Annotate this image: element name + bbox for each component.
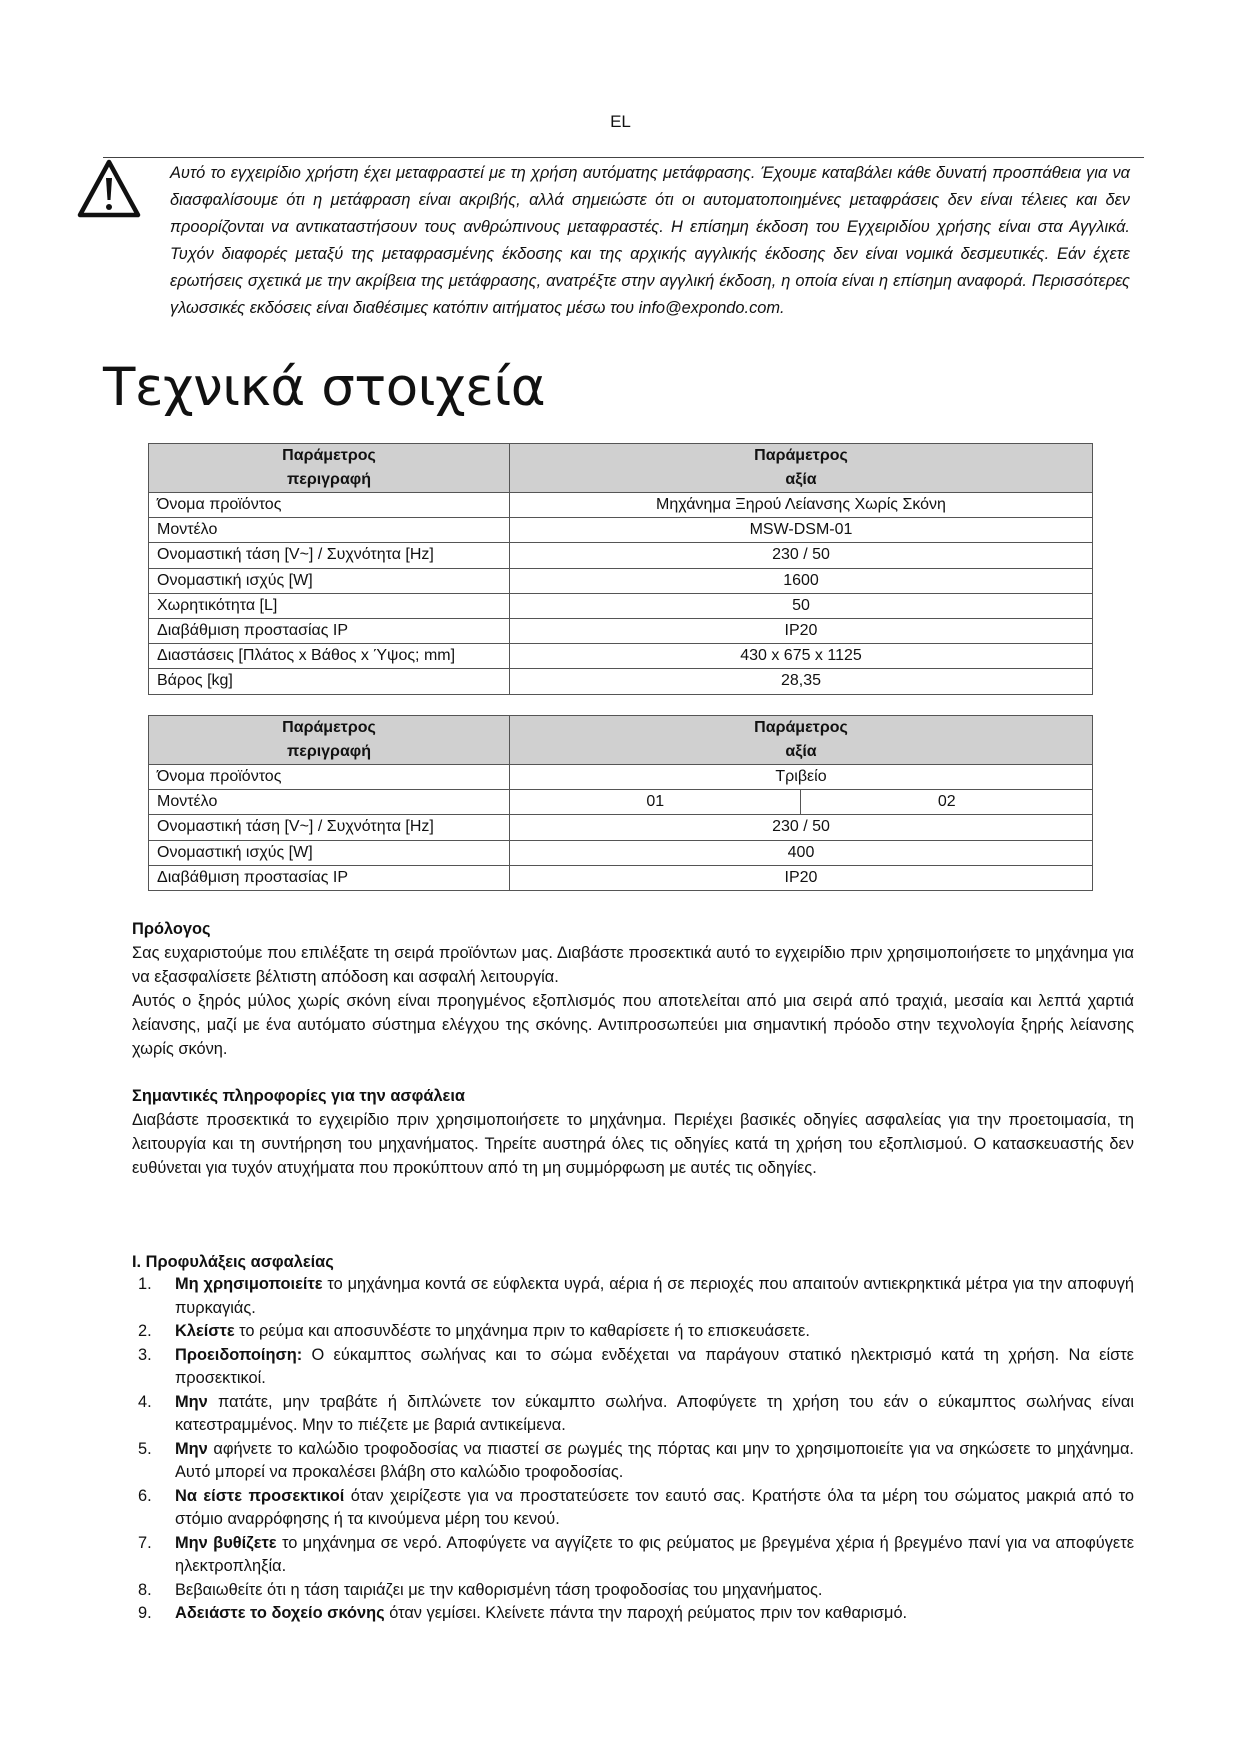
safety-info-section [132, 1084, 1134, 1180]
page-title: Τεχνικά στοιχεία [103, 357, 546, 418]
row-value: Τριβείο [510, 765, 1093, 790]
precautions-heading: I. Προφυλάξεις ασφαλείας [132, 1253, 334, 1271]
list-item: 3. Προειδοποίηση: Ο εύκαμπτος σωλήνας και το σώμα ενδέχεται να παράγουν στατικό ηλεκτρισμό κατά τη χρήση. Να είστε προσεκτικοί. [138, 1345, 1134, 1387]
prologue-heading: Πρόλογος [132, 920, 211, 938]
header-param-description: Παράμετρος περιγραφή [149, 716, 510, 765]
row-value-model-b: 02 [801, 790, 1093, 815]
table-row [149, 865, 1093, 890]
table-row [149, 518, 1093, 543]
header-rule [103, 157, 1144, 158]
prologue-section [132, 917, 1134, 1061]
row-value: 400 [510, 840, 1093, 865]
safety-info-heading: Σημαντικές πληροφορίες για την ασφάλεια [132, 1087, 465, 1105]
row-label: Όνομα προϊόντος [149, 493, 510, 518]
list-item: 2. Κλείστε το ρεύμα και αποσυνδέστε το μηχάνημα πριν το καθαρίσετε ή το επισκευάσετε. [138, 1322, 810, 1340]
row-value: 1600 [510, 568, 1093, 593]
list-item: 1. Μη χρησιμοποιείτε το μηχάνημα κοντά σε εύφλεκτα υγρά, αέρια ή σε περιοχές που απαιτούν αντιεκρηκτικά μέτρα για την αποφυγή πυρκαγιάς. [138, 1275, 1135, 1317]
safety-info-paragraph: Διαβάστε προσεκτικά το εγχειρίδιο πριν χρησιμοποιήσετε το μηχάνημα. Περιέχει βασικές οδηγίες ασφαλείας για την προετοιμασία, τη λειτουργία και τη συντήρηση του μηχανήματος. Τηρείτε αυστηρά όλες τις οδηγίες κατά τη χρήση του εξοπλισμού. Ο κατασκευαστής δεν ευθύνεται για τυχόν ατυχήματα που προκύπτουν από τη μη συμμόρφωση με αυτές τις οδηγίες. [132, 1111, 1134, 1177]
header-param-value: Παράμετρος αξία [510, 444, 1093, 493]
row-label: Μοντέλο [149, 790, 510, 815]
table-row [149, 568, 1093, 593]
row-label: Όνομα προϊόντος [149, 765, 510, 790]
row-value: IP20 [510, 618, 1093, 643]
table-header-row [149, 716, 1093, 765]
language-code: EL [610, 112, 631, 131]
list-item: 8. Βεβαιωθείτε ότι η τάση ταιριάζει με την καθορισμένη τάση τροφοδοσίας του μηχανήματος. [138, 1580, 823, 1599]
warning-triangle-icon [76, 158, 142, 220]
row-value: 28,35 [510, 669, 1093, 694]
row-value: MSW-DSM-01 [510, 518, 1093, 543]
row-label: Ονομαστική ισχύς [W] [149, 840, 510, 865]
table-row [149, 815, 1093, 840]
precautions-heading-wrap [132, 1250, 1134, 1274]
prologue-paragraph: Σας ευχαριστούμε που επιλέξατε τη σειρά προϊόντων μας. Διαβάστε προσεκτικά αυτό το εγχειρίδιο πριν χρησιμοποιήσετε το μηχάνημα για να εξασφαλίσετε βέλτιστη απόδοση και ασφαλή λειτουργία. [132, 944, 1134, 986]
row-label: Διαβάθμιση προστασίας IP [149, 618, 510, 643]
list-item: 7. Μην βυθίζετε το μηχάνημα σε νερό. Αποφύγετε να αγγίζετε το φις ρεύματος με βρεγμένα χέρια ή βρεγμένο πανί για να αποφύγετε ηλεκτροπληξία. [138, 1533, 1135, 1575]
table-row [149, 840, 1093, 865]
list-item: 4. Μην πατάτε, μην τραβάτε ή διπλώνετε τον εύκαμπτο σωλήνα. Αποφύγετε τη χρήση του εάν ο εύκαμπτος σωλήνας είναι κατεστραμμένος. Μην το πιέζετε με βαριά αντικείμενα. [138, 1392, 1134, 1434]
table-row [149, 543, 1093, 568]
row-value: 430 x 675 x 1125 [510, 644, 1093, 669]
list-item: 6. Να είστε προσεκτικοί όταν χειρίζεστε για να προστατεύσετε τον εαυτό σας. Κρατήστε όλα τα μέρη του σώματος μακριά από το στόμιο αναρρόφησης ή τα κινούμενα μέρη του κενού. [138, 1486, 1134, 1528]
row-value: 230 / 50 [510, 815, 1093, 840]
table-row [149, 669, 1093, 694]
row-label: Διαστάσεις [Πλάτος x Βάθος x Ύψος; mm] [149, 644, 510, 669]
row-label: Χωρητικότητα [L] [149, 593, 510, 618]
table-row [149, 493, 1093, 518]
list-item: 5. Μην αφήνετε το καλώδιο τροφοδοσίας να πιαστεί σε ρωγμές της πόρτας και μην το χρησιμοποιείτε για να σηκώσετε το μηχάνημα. Αυτό μπορεί να προκαλέσει βλάβη στο καλώδιο τροφοδοσίας. [138, 1439, 1134, 1481]
table-row [149, 644, 1093, 669]
translation-disclaimer: Αυτό το εγχειρίδιο χρήστη έχει μεταφραστεί με τη χρήση αυτόματης μετάφρασης. Έχουμε καταβάλει κάθε δυνατή προσπάθεια για να διασφαλίσουμε ότι η μετάφραση είναι ακριβής, αλλά σημειώστε ότι οι αυτοματοποιημένες μεταφράσεις δεν είναι τέλειες και δεν προορίζονται να αντικαταστήσουν τους ανθρώπινους μεταφραστές. Η επίσημη έκδοση του Εγχειριδίου χρήσης είναι στα Αγγλικά. Τυχόν διαφορές μεταξύ της μεταφρασμένης έκδοσης και της αρχικής αγγλικής έκδοσης δεν είναι νομικά δεσμευτικές. Εάν έχετε ερωτήσεις σχετικά με την ακρίβεια της μετάφρασης, ανατρέξτε στην αγγλική έκδοση, η οποία είναι η επίσημη αναφορά. Περισσότερες γλωσσικές εκδόσεις είναι διαθέσιμες κατόπιν αιτήματος μέσω του info@expondo.com. [170, 164, 1130, 318]
table-row [149, 765, 1093, 790]
header-param-value: Παράμετρος αξία [510, 716, 1093, 765]
table-row [149, 618, 1093, 643]
row-value: Μηχάνημα Ξηρού Λείανσης Χωρίς Σκόνη [510, 493, 1093, 518]
row-label: Διαβάθμιση προστασίας IP [149, 865, 510, 890]
row-label: Ονομαστική ισχύς [W] [149, 568, 510, 593]
precautions-list [132, 1273, 1134, 1626]
row-label: Ονομαστική τάση [V~] / Συχνότητα [Hz] [149, 815, 510, 840]
row-value: 50 [510, 593, 1093, 618]
row-label: Βάρος [kg] [149, 669, 510, 694]
row-label: Ονομαστική τάση [V~] / Συχνότητα [Hz] [149, 543, 510, 568]
row-value: 230 / 50 [510, 543, 1093, 568]
spec-table-sander [148, 715, 1093, 891]
table-row [149, 790, 1093, 815]
row-label: Μοντέλο [149, 518, 510, 543]
table-row [149, 593, 1093, 618]
row-value: IP20 [510, 865, 1093, 890]
prologue-paragraph: Αυτός ο ξηρός μύλος χωρίς σκόνη είναι προηγμένος εξοπλισμός που αποτελείται από μια σειρά από τραχιά, μεσαία και λεπτά χαρτιά λείανσης, μαζί με ένα αυτόματο σύστημα ελέγχου της σκόνης. Αντιπροσωπεύει μια σημαντική πρόοδο στην τεχνολογία ξηρής λείανσης χωρίς σκόνη. [132, 992, 1134, 1058]
table-header-row [149, 444, 1093, 493]
header-param-description: Παράμετρος περιγραφή [149, 444, 510, 493]
list-item: 9. Αδειάστε το δοχείο σκόνης όταν γεμίσει. Κλείνετε πάντα την παροχή ρεύματος πριν τον καθαρισμό. [138, 1604, 908, 1622]
row-value-model-a: 01 [510, 790, 801, 815]
spec-table-grinder [148, 443, 1093, 695]
